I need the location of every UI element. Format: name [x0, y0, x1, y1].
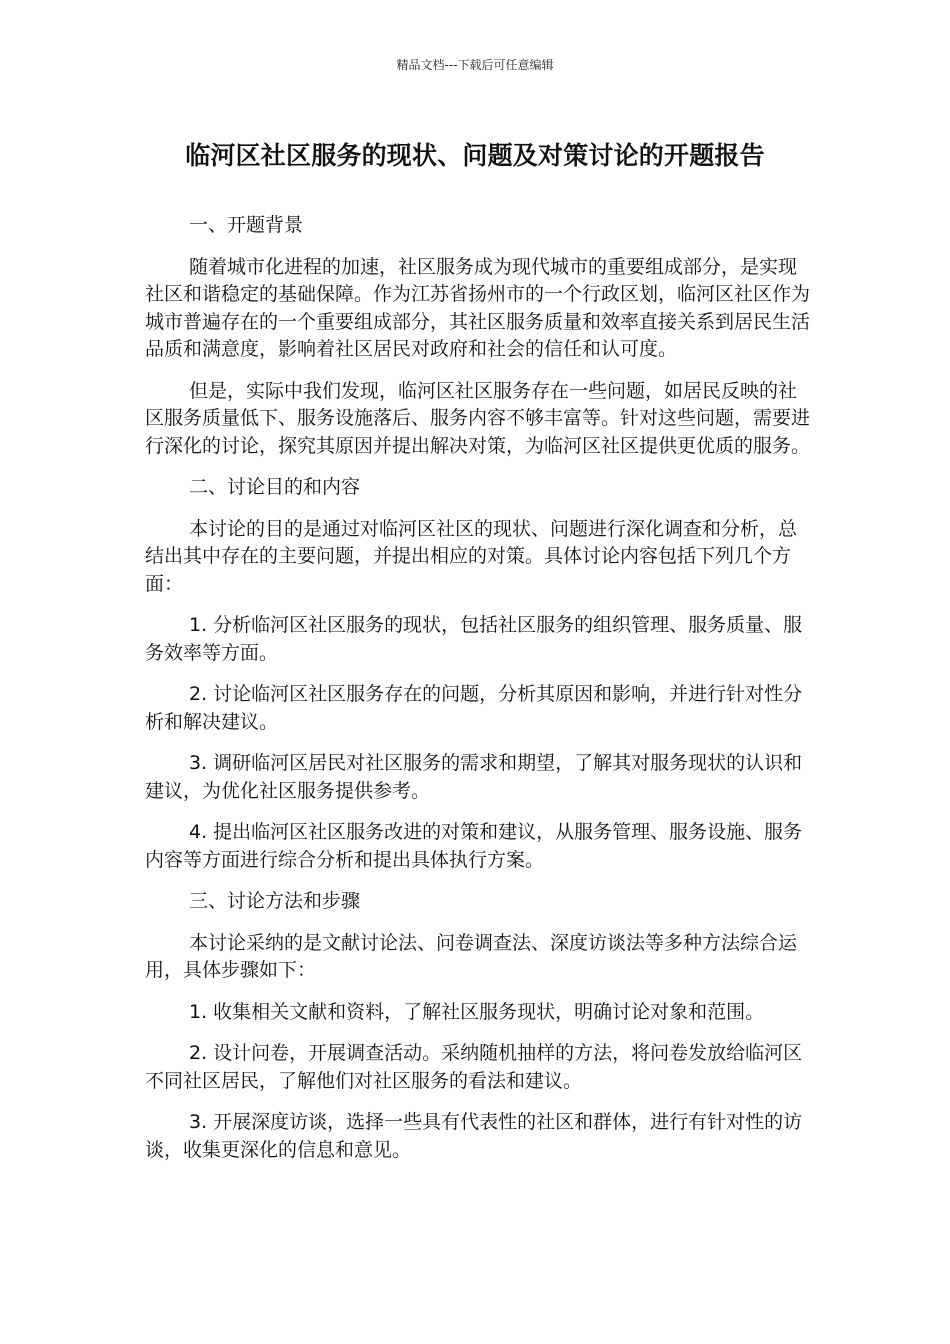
- paragraph-methods-intro: 本讨论采纳的是文献讨论法、问卷调查法、深度访谈法等多种方法综合运用，具体步骤如下：: [145, 931, 798, 981]
- list-item-purpose-2: 2. 讨论临河区社区服务存在的问题，分析其原因和影响，并进行针对性分析和解决建议。: [145, 683, 803, 733]
- list-item-methods-3: 3. 开展深度访谈，选择一些具有代表性的社区和群体，进行有针对性的访谈，收集更深化的信息和意见。: [145, 1111, 803, 1161]
- list-item-methods-1: 1. 收集相关文献和资料，了解社区服务现状，明确讨论对象和范围。: [189, 1000, 765, 1023]
- list-item-purpose-1: 1. 分析临河区社区服务的现状，包括社区服务的组织管理、服务质量、服务效率等方面。: [145, 614, 803, 664]
- section-heading-methods: 三、讨论方法和步骤: [189, 890, 361, 912]
- header-note: 精品文档---下载后可任意编辑: [396, 58, 554, 72]
- document-body: [145, 212, 810, 1178]
- list-item-purpose-3: 3. 调研临河区居民对社区服务的需求和期望，了解其对服务现状的认识和建议，为优化社区服务提供参考。: [145, 752, 803, 802]
- document-title: 临河区社区服务的现状、问题及对策讨论的开题报告: [185, 141, 765, 170]
- paragraph-background-1: 随着城市化进程的加速，社区服务成为现代城市的重要组成部分，是实现社区和谐稳定的基础保障。作为江苏省扬州市的一个行政区划，临河区社区作为城市普遍存在的一个重要组成部分，其社区服务质量和效率直接关系到居民生活品质和满意度，影响着社区居民对政府和社会的信任和认可度。: [145, 255, 811, 360]
- section-heading-background: 一、开题背景: [189, 214, 304, 236]
- list-item-methods-2: 2. 设计问卷，开展调查活动。采纳随机抽样的方法，将问卷发放给临河区不同社区居民，了解他们对社区服务的看法和建议。: [145, 1042, 803, 1092]
- list-item-purpose-4: 4. 提出临河区社区服务改进的对策和建议，从服务管理、服务设施、服务内容等方面进行综合分析和提出具体执行方案。: [145, 821, 803, 871]
- paragraph-background-2: 但是，实际中我们发现，临河区社区服务存在一些问题，如居民反映的社区服务质量低下、服务设施落后、服务内容不够丰富等。针对这些问题，需要进行深化的讨论，探究其原因并提出解决对策，为临河区社区提供更优质的服务。: [145, 379, 811, 457]
- section-heading-purpose: 二、讨论目的和内容: [189, 476, 361, 498]
- paragraph-purpose-intro: 本讨论的目的是通过对临河区社区的现状、问题进行深化调查和分析，总结出其中存在的主要问题，并提出相应的对策。具体讨论内容包括下列几个方面：: [145, 517, 798, 595]
